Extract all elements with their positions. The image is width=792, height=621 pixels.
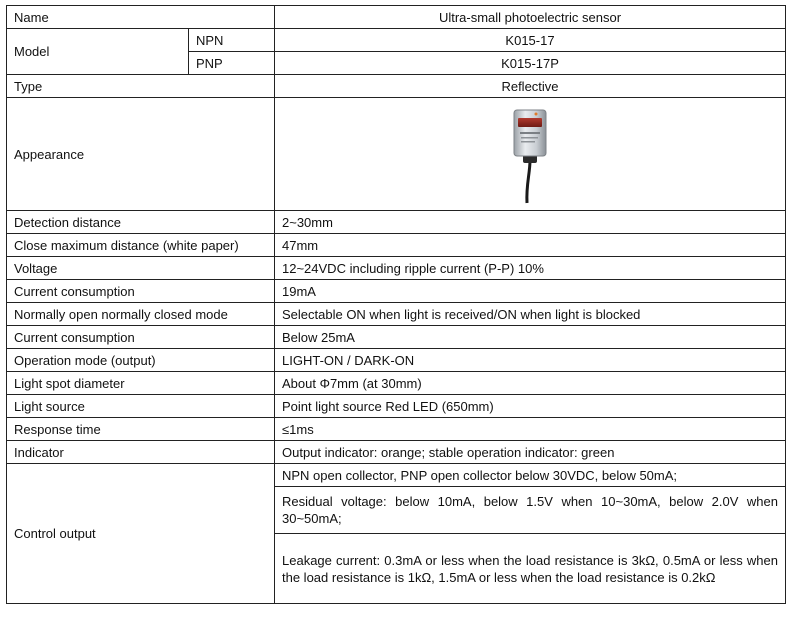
spec-label: Light spot diameter bbox=[7, 372, 275, 395]
photoelectric-sensor-icon bbox=[500, 104, 560, 204]
spec-label: Voltage bbox=[7, 257, 275, 280]
control-output-line: Residual voltage: below 10mA, below 1.5V when 10~30mA, below 2.0V when 30~50mA; bbox=[275, 487, 786, 534]
row-control-output-1 bbox=[7, 464, 786, 487]
type-label: Type bbox=[7, 75, 275, 98]
spec-value: Output indicator: orange; stable operation indicator: green bbox=[275, 441, 786, 464]
table-row bbox=[7, 441, 786, 464]
spec-value: Selectable ON when light is received/ON when light is blocked bbox=[275, 303, 786, 326]
control-output-line: Leakage current: 0.3mA or less when the load resistance is 3kΩ, 0.5mA or less when the load resistance is 1kΩ, 1.5mA or less when the load resistance is 0.2kΩ bbox=[275, 534, 786, 604]
spec-value: LIGHT-ON / DARK-ON bbox=[275, 349, 786, 372]
spec-table-container bbox=[6, 5, 786, 604]
table-row bbox=[7, 280, 786, 303]
spec-label: Current consumption bbox=[7, 280, 275, 303]
name-label: Name bbox=[7, 6, 275, 29]
sensor-photo bbox=[282, 98, 778, 210]
spec-value: Point light source Red LED (650mm) bbox=[275, 395, 786, 418]
spec-value: ≤1ms bbox=[275, 418, 786, 441]
name-value: Ultra-small photoelectric sensor bbox=[275, 6, 786, 29]
spec-label: Indicator bbox=[7, 441, 275, 464]
spec-value: 12~24VDC including ripple current (P-P) 10% bbox=[275, 257, 786, 280]
row-model-npn bbox=[7, 29, 786, 52]
table-row bbox=[7, 395, 786, 418]
spec-label: Close maximum distance (white paper) bbox=[7, 234, 275, 257]
table-row bbox=[7, 418, 786, 441]
control-output-line: NPN open collector, PNP open collector below 30VDC, below 50mA; bbox=[275, 464, 786, 487]
table-row bbox=[7, 211, 786, 234]
table-row bbox=[7, 234, 786, 257]
control-output-label: Control output bbox=[7, 464, 275, 604]
spec-label: Operation mode (output) bbox=[7, 349, 275, 372]
table-row bbox=[7, 257, 786, 280]
spec-label: Light source bbox=[7, 395, 275, 418]
spec-value: About Φ7mm (at 30mm) bbox=[275, 372, 786, 395]
model-label: Model bbox=[7, 29, 189, 75]
pnp-value: K015-17P bbox=[275, 52, 786, 75]
npn-label: NPN bbox=[189, 29, 275, 52]
row-name bbox=[7, 6, 786, 29]
table-row bbox=[7, 326, 786, 349]
spec-value: 47mm bbox=[275, 234, 786, 257]
spec-value: 19mA bbox=[275, 280, 786, 303]
row-appearance bbox=[7, 98, 786, 211]
appearance-label: Appearance bbox=[7, 98, 275, 211]
spec-value: Below 25mA bbox=[275, 326, 786, 349]
spec-label: Current consumption bbox=[7, 326, 275, 349]
spec-label: Response time bbox=[7, 418, 275, 441]
spec-value: 2~30mm bbox=[275, 211, 786, 234]
table-row bbox=[7, 303, 786, 326]
appearance-image-cell bbox=[275, 98, 786, 211]
pnp-label: PNP bbox=[189, 52, 275, 75]
spec-label: Detection distance bbox=[7, 211, 275, 234]
spec-label: Normally open normally closed mode bbox=[7, 303, 275, 326]
table-row bbox=[7, 349, 786, 372]
npn-value: K015-17 bbox=[275, 29, 786, 52]
table-row bbox=[7, 372, 786, 395]
type-value: Reflective bbox=[275, 75, 786, 98]
row-type bbox=[7, 75, 786, 98]
spec-table bbox=[6, 5, 786, 604]
